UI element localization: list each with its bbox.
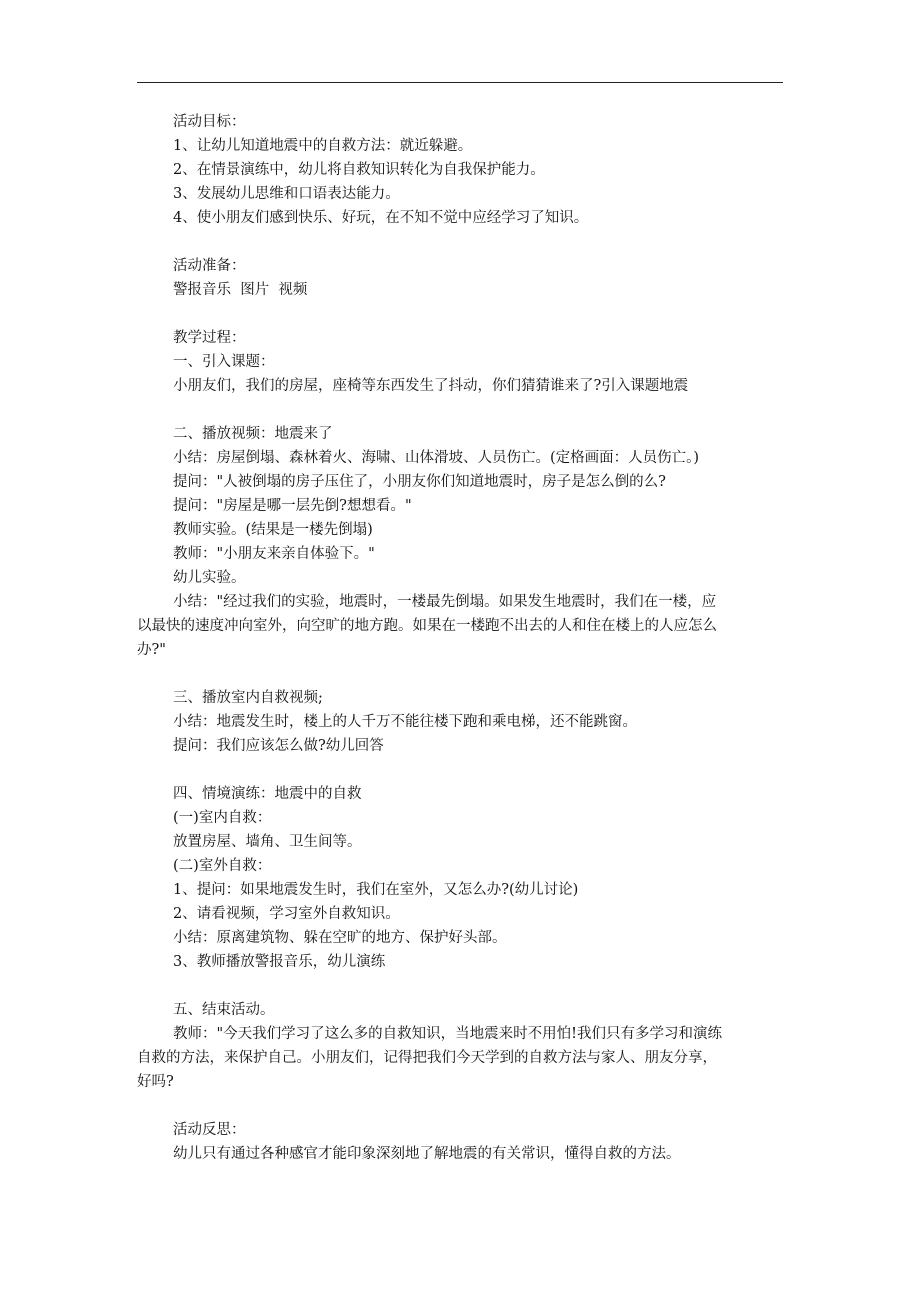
section-text: 小朋友们，我们的房屋，座椅等东西发生了抖动，你们猜猜谁来了?引入课题地震 xyxy=(173,378,689,394)
section-title: 二、播放视频：地震来了 xyxy=(173,426,333,442)
section-title: 五、结束活动。 xyxy=(173,1002,275,1018)
section-line: 3、教师播放警报音乐，幼儿演练 xyxy=(173,954,386,970)
spacer xyxy=(173,1094,785,1118)
section-line: 教师："小朋友来亲自体验下。" xyxy=(173,546,375,562)
goals-heading: 活动目标： xyxy=(173,114,246,130)
section-line: 教师实验。(结果是一楼先倒塌) xyxy=(173,522,373,538)
goal-item: 4、使小朋友们感到快乐、好玩，在不知不觉中应经学习了知识。 xyxy=(173,210,589,226)
section-title: 三、播放室内自救视频; xyxy=(173,690,323,706)
spacer xyxy=(173,398,785,422)
section-line: 2、请看视频，学习室外自救知识。 xyxy=(173,906,400,922)
section-line: 小结：原离建筑物、躲在空旷的地方、保护好头部。 xyxy=(173,930,507,946)
section-line: 1、提问：如果地震发生时，我们在室外，又怎么办?(幼儿讨论) xyxy=(173,882,579,898)
spacer xyxy=(173,974,785,998)
summary-line: 小结："经过我们的实验，地震时，一楼最先倒塌。如果发生地震时，我们在一楼，应 xyxy=(173,594,717,610)
section-line: 提问："房屋是哪一层先倒?想想看。" xyxy=(173,498,412,514)
teacher-line: 自救的方法，来保护自己。小朋友们，记得把我们今天学到的自救方法与家人、朋友分享， xyxy=(137,1050,717,1066)
summary-line: 以最快的速度冲向室外，向空旷的地方跑。如果在一楼跑不出去的人和住在楼上的人应怎么 xyxy=(137,618,717,634)
spacer xyxy=(173,758,785,782)
reflection-text: 幼儿只有通过各种感官才能印象深刻地了解地震的有关常识，懂得自救的方法。 xyxy=(173,1146,681,1162)
summary-line: 办?" xyxy=(137,642,166,658)
prep-materials: 警报音乐 图片 视频 xyxy=(173,282,308,298)
goal-item: 3、发展幼儿思维和口语表达能力。 xyxy=(173,186,400,202)
goal-item: 1、让幼儿知道地震中的自救方法：就近躲避。 xyxy=(173,138,473,154)
section-line: 小结：房屋倒塌、森林着火、海啸、山体滑坡、人员伤亡。(定格画面：人员伤亡。) xyxy=(173,450,700,466)
section-line: 小结：地震发生时，楼上的人千万不能往楼下跑和乘电梯，还不能跳窗。 xyxy=(173,714,637,730)
spacer xyxy=(173,662,785,686)
header-rule xyxy=(137,82,783,83)
section-title: 一、引入课题： xyxy=(173,354,275,370)
section-line: 放置房屋、墙角、卫生间等。 xyxy=(173,834,362,850)
document-body xyxy=(137,110,785,1166)
teacher-line: 教师："今天我们学习了这么多的自救知识，当地震来时不用怕!我们只有多学习和演练 xyxy=(173,1026,722,1042)
reflection-heading: 活动反思： xyxy=(173,1122,246,1138)
section-line: (二)室外自救： xyxy=(173,858,272,874)
section-line: 提问：我们应该怎么做?幼儿回答 xyxy=(173,738,384,754)
goal-item: 2、在情景演练中，幼儿将自救知识转化为自我保护能力。 xyxy=(173,162,545,178)
section-title: 四、情境演练：地震中的自救 xyxy=(173,786,362,802)
spacer xyxy=(173,230,785,254)
process-heading: 教学过程： xyxy=(173,330,246,346)
spacer xyxy=(173,302,785,326)
prep-heading: 活动准备： xyxy=(173,258,246,274)
section-line: (一)室内自救： xyxy=(173,810,272,826)
teacher-line: 好吗? xyxy=(137,1074,174,1090)
section-line: 提问："人被倒塌的房子压住了，小朋友你们知道地震时，房子是怎么倒的么? xyxy=(173,474,666,490)
section-line: 幼儿实验。 xyxy=(173,570,246,586)
